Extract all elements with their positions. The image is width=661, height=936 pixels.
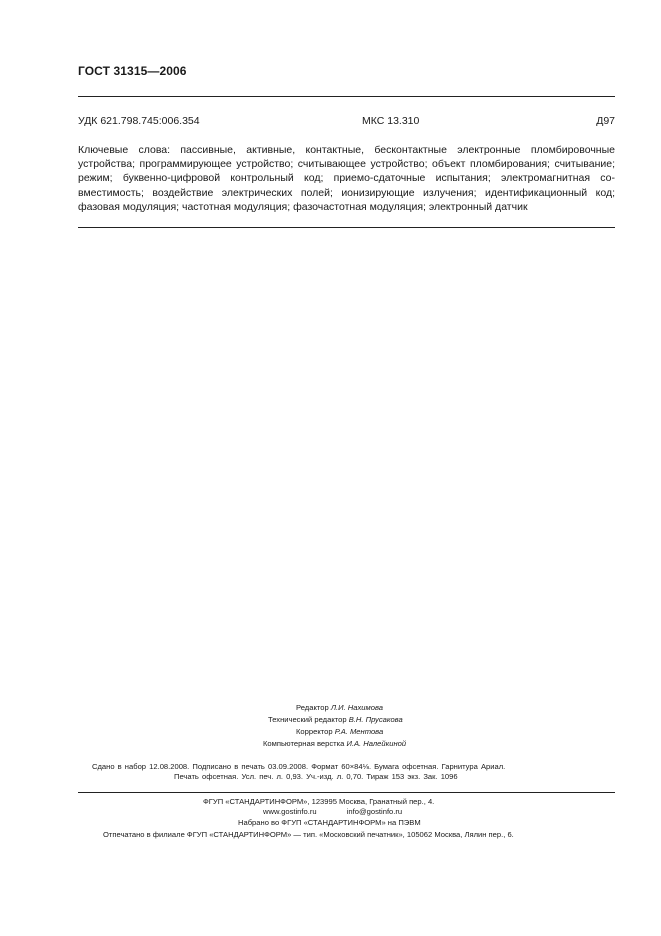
keywords-divider xyxy=(78,227,615,228)
layout-line xyxy=(263,739,406,748)
publisher-email: info@gostinfo.ru xyxy=(346,807,403,816)
publisher-address: ФГУП «СТАНДАРТИНФОРМ», 123995 Москва, Гранатный пер., 4. xyxy=(203,797,435,806)
editor-role: Редактор xyxy=(296,703,329,712)
group-code: Д97 xyxy=(596,115,615,127)
tech-editor-line xyxy=(268,715,403,724)
keywords-paragraph: Ключевые слова: пассивные, активные, контактные, бесконтактные электронные пломбировочные устройства; программирующее устройство; считывающее устройство; объект пломбирования; считывание; режим; буквенно-цифровой контрольный код; приемо-сдаточные испытания; электромагнитная совместимость; воздействие электрических полей; ионизирующие излучения; идентификационный код; фазовая модуляция; частотная модуляция; фазочастотная модуляция; электронный датчик xyxy=(78,144,615,213)
proofreader-line xyxy=(296,727,383,736)
publisher-contacts xyxy=(263,807,402,816)
udk-code: УДК 621.798.745:006.354 xyxy=(78,115,200,127)
imprint-divider xyxy=(78,792,615,793)
tech-editor-name: В.Н. Прусакова xyxy=(348,715,403,724)
tech-editor-role: Технический редактор xyxy=(268,715,347,724)
printed-info: Отпечатано в филиале ФГУП «СТАНДАРТИНФОРМ» — тип. «Московский печатник», 105062 Москва, Лялин пер., 6. xyxy=(103,830,514,839)
mks-code: МКС 13.310 xyxy=(362,115,420,127)
top-divider xyxy=(78,96,615,97)
editor-name: Л.И. Нахимова xyxy=(330,703,383,712)
layout-role: Компьютерная верстка xyxy=(263,739,345,748)
layout-name: И.А. Налейкиной xyxy=(346,739,407,748)
proofreader-role: Корректор xyxy=(296,727,333,736)
typeset-info: Набрано во ФГУП «СТАНДАРТИНФОРМ» на ПЭВМ xyxy=(238,818,421,827)
publisher-website: www.gostinfo.ru xyxy=(263,807,317,816)
print-info-line-2: Печать офсетная. Усл. печ. л. 0,93. Уч.-изд. л. 0,70. Тираж 153 экз. Зак. 1096 xyxy=(174,772,458,781)
proofreader-name: Р.А. Ментова xyxy=(334,727,384,736)
print-info-line-1: Сдано в набор 12.08.2008. Подписано в печать 03.09.2008. Формат 60×84⅛. Бумага офсетная. Гарнитура Ариал. xyxy=(92,762,506,771)
document-code: ГОСТ 31315—2006 xyxy=(78,64,187,78)
editor-line xyxy=(296,703,383,712)
